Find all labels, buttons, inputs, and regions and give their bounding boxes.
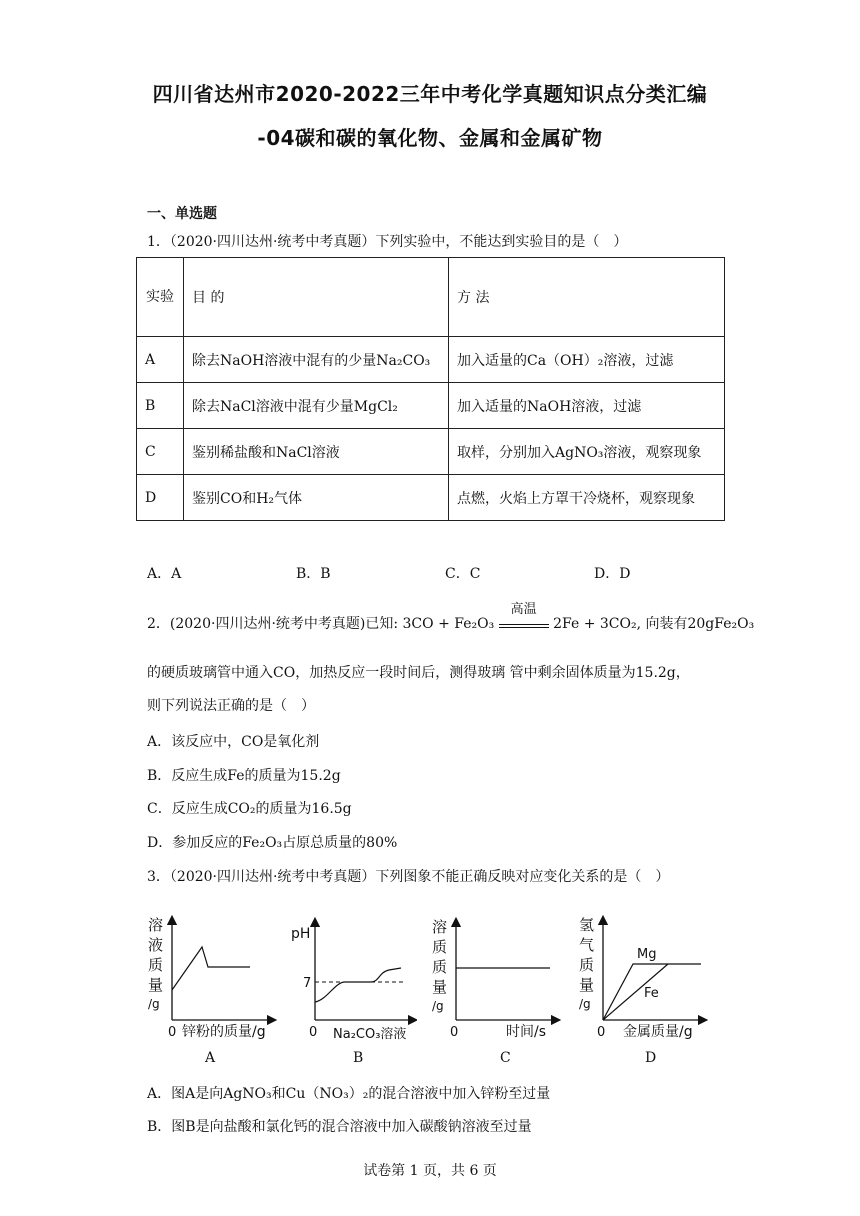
q1-header-purpose: 目 的 <box>184 258 449 337</box>
table-row <box>137 475 725 521</box>
chart-b-ylabel: pH <box>291 926 311 942</box>
q2-option-c[interactable]: C．反应生成CO₂的质量为16.5g <box>147 801 352 817</box>
chart-c-svg <box>428 912 563 1042</box>
chart-d-ylabel-1: 氢 <box>579 916 595 934</box>
reaction-condition <box>499 602 549 628</box>
chart-d-ylabel-2: 气 <box>579 936 595 954</box>
chart-d-svg <box>575 912 710 1042</box>
chart-c-ylabel-1: 溶 <box>432 918 448 936</box>
q1-table <box>136 257 725 521</box>
chart-d-series-mg: Mg <box>637 947 657 962</box>
chart-c <box>428 912 563 1046</box>
q1-row-b-label: B <box>137 383 184 429</box>
chart-d-ylabel-3: 质 <box>579 956 595 974</box>
q3-option-a[interactable]: A．图A是向AgNO₃和Cu（NO₃）₂的混合溶液中加入锌粉至过量 <box>147 1086 551 1102</box>
chart-d-caption: D <box>645 1050 657 1066</box>
chart-a-caption: A <box>205 1050 216 1066</box>
q1-row-d-purpose: 鉴别CO和H₂气体 <box>184 475 449 521</box>
q1-row-a-method: 加入适量的Ca（OH）₂溶液，过滤 <box>449 337 725 383</box>
table-row <box>137 337 725 383</box>
chart-a-svg <box>142 912 277 1042</box>
chart-d-xlabel: 金属质量/g <box>623 1024 693 1040</box>
q1-option-b[interactable]: B．B <box>296 566 331 582</box>
chart-a-xlabel: 锌粉的质量/g <box>182 1024 266 1040</box>
chart-d-origin: 0 <box>597 1025 606 1040</box>
q2-option-d[interactable]: D．参加反应的Fe₂O₃占原总质量的80% <box>147 835 398 851</box>
chart-a <box>142 912 277 1046</box>
chart-c-xlabel: 时间/s <box>506 1024 547 1040</box>
q2-stem-part-b: 2Fe + 3CO₂, 向装有20gFe₂O₃ <box>553 616 755 632</box>
q1-row-c-purpose: 鉴别稀盐酸和NaCl溶液 <box>184 429 449 475</box>
q2-stem-line2: 的硬质玻璃管中通入CO，加热反应一段时间后，测得玻璃 管中剩余固体质量为15.2g， <box>147 665 690 681</box>
reaction-condition-text: 高温 <box>510 602 537 617</box>
chart-b-tick7: 7 <box>303 976 312 991</box>
q3-stem: 3．（2020·四川达州·统考中考真题）下列图象不能正确反映对应变化关系的是（ ） <box>147 869 670 885</box>
table-row <box>137 383 725 429</box>
q1-option-c[interactable]: C．C <box>445 566 481 582</box>
chart-b <box>287 912 417 1046</box>
chart-c-ylabel-5: /g <box>432 999 444 1013</box>
q2-option-b[interactable]: B．反应生成Fe的质量为15.2g <box>147 768 341 784</box>
chart-a-ylabel-5: /g <box>148 997 160 1011</box>
q2-stem-line1 <box>147 602 755 633</box>
table-row <box>137 429 725 475</box>
chart-b-caption: B <box>353 1050 364 1066</box>
q2-stem-line3: 则下列说法正确的是（ ） <box>147 698 315 714</box>
q2-option-a[interactable]: A．该反应中，CO是氧化剂 <box>147 734 320 750</box>
chart-a-curve <box>172 947 250 990</box>
chart-c-ylabel-4: 量 <box>432 978 448 996</box>
q1-stem: 1．（2020·四川达州·统考中考真题）下列实验中，不能达到实验目的是（ ） <box>147 234 628 250</box>
chart-d <box>575 912 710 1046</box>
q1-header-method: 方 法 <box>449 258 725 337</box>
chart-b-curve <box>315 968 401 1002</box>
chart-c-ylabel-3: 质 <box>432 958 448 976</box>
q2-stem-part-a: 2．(2020·四川达州·统考中考真题)已知: 3CO + Fe₂O₃ <box>147 616 495 632</box>
chart-a-ylabel-4: 量 <box>148 976 164 994</box>
page-footer: 试卷第 1 页，共 6 页 <box>363 1163 497 1179</box>
chart-d-ylabel-5: /g <box>579 997 591 1011</box>
q1-row-c-method: 取样，分别加入AgNO₃溶液，观察现象 <box>449 429 725 475</box>
q1-header-experiment: 实验 <box>137 258 184 337</box>
doc-title-line1: 四川省达州市2020-2022三年中考化学真题知识点分类汇编 <box>152 82 708 106</box>
chart-c-ylabel-2: 质 <box>432 938 448 956</box>
q1-row-a-purpose: 除去NaOH溶液中混有的少量Na₂CO₃ <box>184 337 449 383</box>
q1-row-d-label: D <box>137 475 184 521</box>
chart-a-origin: 0 <box>168 1025 177 1040</box>
q1-row-c-label: C <box>137 429 184 475</box>
equal-sign <box>499 624 549 628</box>
chart-b-origin: 0 <box>309 1025 318 1040</box>
q1-table-header <box>137 258 725 337</box>
q1-row-d-method: 点燃，火焰上方罩干冷烧杯，观察现象 <box>449 475 725 521</box>
chart-a-ylabel-2: 液 <box>148 936 164 954</box>
chart-a-ylabel-1: 溶 <box>148 916 164 934</box>
q1-row-b-purpose: 除去NaCl溶液中混有少量MgCl₂ <box>184 383 449 429</box>
q1-row-b-method: 加入适量的NaOH溶液，过滤 <box>449 383 725 429</box>
q1-option-a[interactable]: A．A <box>147 566 182 582</box>
chart-b-xlabel: Na₂CO₃溶液 <box>333 1027 407 1042</box>
q1-row-a-label: A <box>137 337 184 383</box>
q1-option-d[interactable]: D．D <box>594 566 631 582</box>
chart-b-svg <box>287 912 417 1042</box>
chart-c-origin: 0 <box>450 1025 459 1040</box>
q3-option-b[interactable]: B．图B是向盐酸和氯化钙的混合溶液中加入碳酸钠溶液至过量 <box>147 1119 532 1135</box>
chart-c-caption: C <box>500 1050 511 1066</box>
chart-d-series-fe: Fe <box>644 986 659 1001</box>
chart-a-ylabel-3: 质 <box>148 956 164 974</box>
doc-title-line2: -04碳和碳的氧化物、金属和金属矿物 <box>257 126 603 150</box>
chart-d-ylabel-4: 量 <box>579 976 595 994</box>
section-heading: 一、单选题 <box>147 206 217 222</box>
